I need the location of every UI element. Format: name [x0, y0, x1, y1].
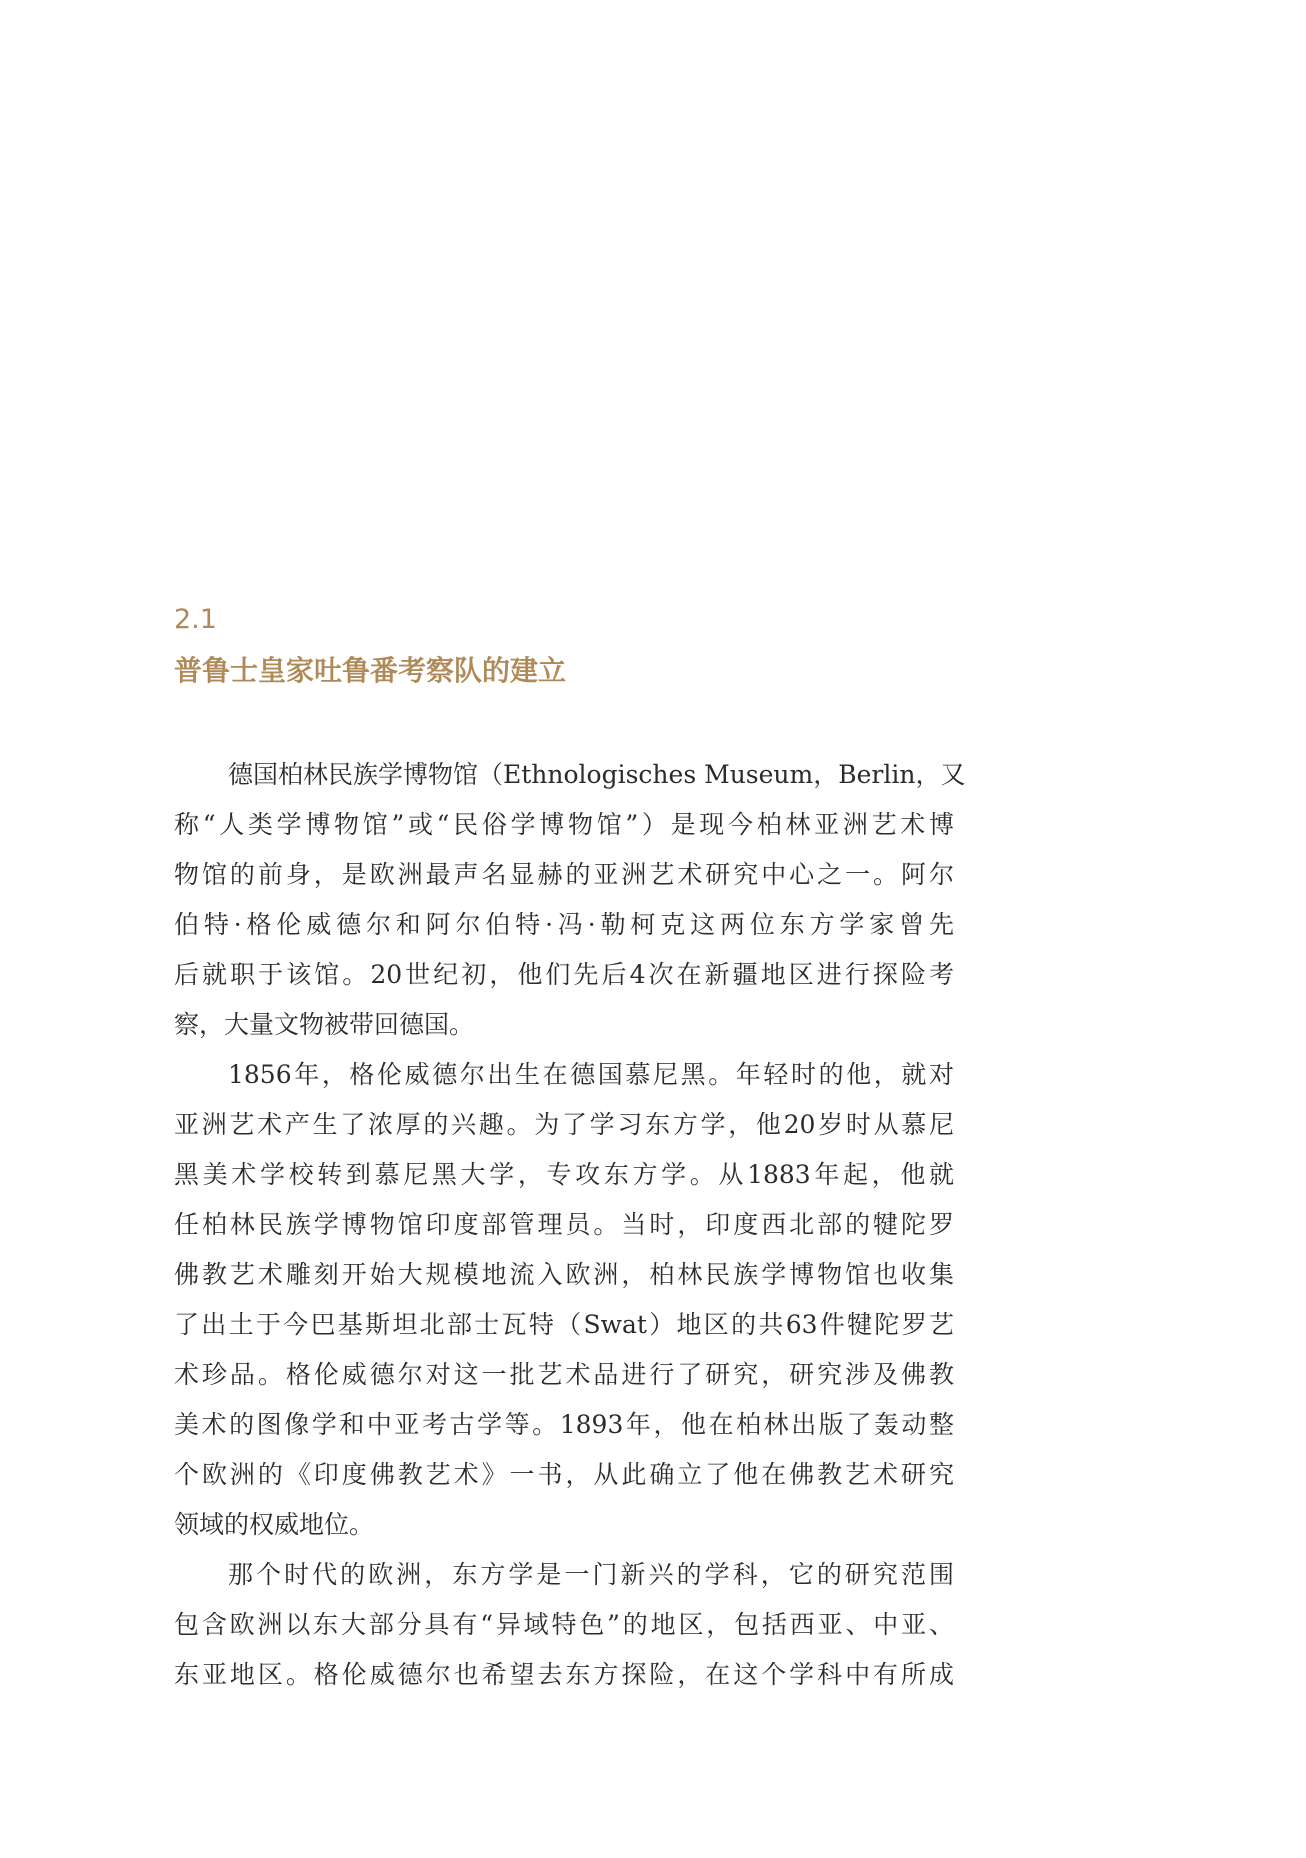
- body-text: [174, 750, 966, 1700]
- text-line: 后就职于该馆。20世纪初，他们先后4次在新疆地区进行探险考: [174, 960, 954, 989]
- text-line: 包含欧洲以东大部分具有“异域特色”的地区，包括西亚、中亚、: [174, 1610, 954, 1639]
- text-line: 个欧洲的《印度佛教艺术》一书，从此确立了他在佛教艺术研究: [174, 1460, 954, 1489]
- text-line: 领域的权威地位。: [174, 1510, 375, 1539]
- text-line: 伯特·格伦威德尔和阿尔伯特·冯·勒柯克这两位东方学家曾先: [174, 910, 954, 939]
- text-line: 德国柏林民族学博物馆（Ethnologisches Museum，Berlin，又: [228, 760, 966, 789]
- text-line: 东亚地区。格伦威德尔也希望去东方探险，在这个学科中有所成: [174, 1660, 954, 1689]
- text-line: 美术的图像学和中亚考古学等。1893年，他在柏林出版了轰动整: [174, 1410, 954, 1439]
- paragraph: [174, 1050, 954, 1550]
- text-line: 察，大量文物被带回德国。: [174, 1010, 475, 1039]
- section-number: 2.1: [174, 604, 217, 635]
- text-line: 黑美术学校转到慕尼黑大学，专攻东方学。从1883年起，他就: [174, 1160, 954, 1189]
- paragraph: [174, 750, 966, 1050]
- text-line: 物馆的前身，是欧洲最声名显赫的亚洲艺术研究中心之一。阿尔: [174, 860, 954, 889]
- text-line: 称“人类学博物馆”或“民俗学博物馆”）是现今柏林亚洲艺术博: [174, 810, 954, 839]
- paragraph: [174, 1550, 954, 1700]
- text-line: 1856年，格伦威德尔出生在德国慕尼黑。年轻时的他，就对: [228, 1060, 954, 1089]
- section-title: 普鲁士皇家吐鲁番考察队的建立: [174, 654, 567, 687]
- text-line: 任柏林民族学博物馆印度部管理员。当时，印度西北部的犍陀罗: [174, 1210, 954, 1239]
- text-line: 术珍品。格伦威德尔对这一批艺术品进行了研究，研究涉及佛教: [174, 1360, 954, 1389]
- text-line: 佛教艺术雕刻开始大规模地流入欧洲，柏林民族学博物馆也收集: [174, 1260, 954, 1289]
- text-line: 了出土于今巴基斯坦北部士瓦特（Swat）地区的共63件犍陀罗艺: [174, 1310, 954, 1339]
- text-line: 那个时代的欧洲，东方学是一门新兴的学科，它的研究范围: [228, 1560, 954, 1589]
- text-line: 亚洲艺术产生了浓厚的兴趣。为了学习东方学，他20岁时从慕尼: [174, 1110, 954, 1139]
